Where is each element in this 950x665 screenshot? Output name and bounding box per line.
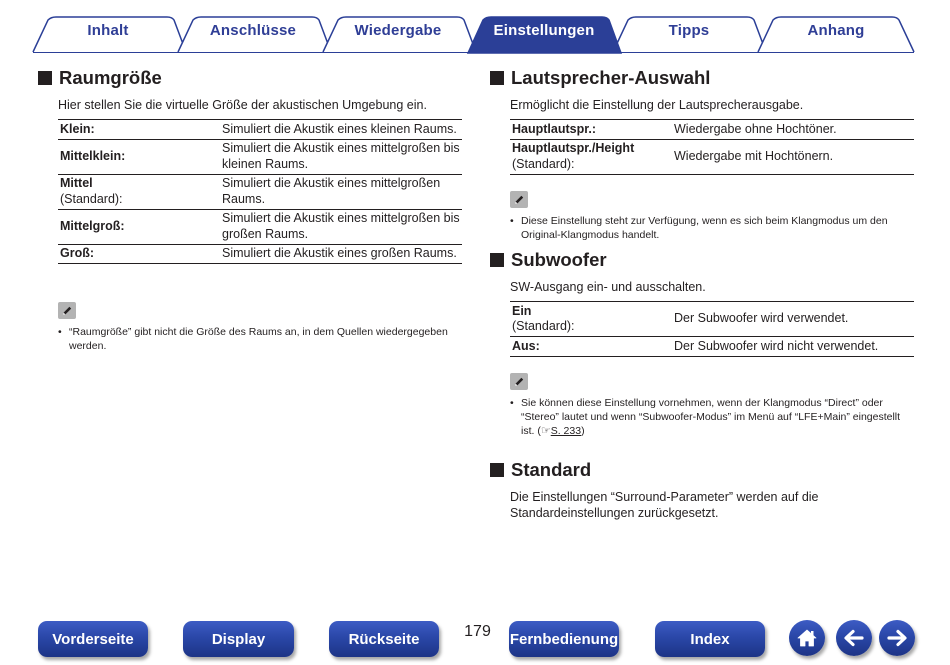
section-description: Die Einstellungen “Surround-Parameter” werden auf die Standardeinstellungen zurückgesetzt. [510,490,819,520]
row-key-main: Hauptlautspr./Height [512,141,635,155]
row-key: Hauptlautspr.: [510,120,672,140]
note-text: • Diese Einstellung steht zur Verfügung, wenn es sich beim Klangmodus um den Original-Klangmodus handelt. [510,214,915,242]
section-heading [490,249,915,271]
section-raumgroesse [38,67,463,264]
table-row [58,120,462,140]
section-title: Raumgröße [59,67,162,88]
table-row [58,174,462,209]
pencil-icon [510,191,528,208]
table-row [510,337,914,357]
nav-fernbedienung-button[interactable]: Fernbedienung [509,621,619,657]
row-key: Mittelklein: [58,139,220,174]
section-lautsprecher-auswahl [490,67,915,175]
section-heading [490,67,915,89]
note-text: • “Raumgröße” gibt nicht die Größe des Raums an, in dem Quellen wiedergegeben werden. [58,325,458,353]
table-row [58,244,462,264]
note-text: Sie können diese Einstellung vornehmen, wenn der Klangmodus “Direct” oder “Stereo” lautet und wenn “Subwoofer-Modus” im Menü auf “LFE+Main” eingestellt ist. [521,397,901,437]
note-subwoofer [510,373,915,438]
pencil-icon [58,302,76,319]
row-value: Simuliert die Akustik eines mittelgroßen bis kleinen Raums. [220,139,462,174]
nav-rueckseite-button[interactable]: Rückseite [329,621,439,657]
section-description: SW-Ausgang ein- und ausschalten. [510,280,706,294]
page-number: 179 [464,623,491,640]
row-key-main: Ein [512,303,532,318]
row-value: Simuliert die Akustik eines mittelgroßen Raums. [220,174,462,209]
row-value: Der Subwoofer wird verwendet. [672,302,914,337]
tab-anschluesse[interactable]: Anschlüsse [209,22,297,39]
nav-vorderseite-button[interactable]: Vorderseite [38,621,148,657]
row-value: Simuliert die Akustik eines großen Raums. [220,244,462,264]
settings-table-raumgroesse [58,119,462,264]
section-title: Lautsprecher-Auswahl [511,67,711,88]
row-value: Wiedergabe mit Hochtönern. [672,139,914,174]
heading-square-icon [490,71,504,85]
tab-einstellungen[interactable]: Einstellungen [493,22,595,39]
nav-index-button[interactable]: Index [655,621,765,657]
section-description: Hier stellen Sie die virtuelle Größe der akustischen Umgebung ein. [58,98,427,112]
note-lautsprecher [510,191,915,242]
row-value: Der Subwoofer wird nicht verwendet. [672,337,914,357]
page-ref-icon: ☞ [540,425,551,437]
row-key: Mittelgroß: [58,209,220,244]
heading-square-icon [38,71,52,85]
home-button[interactable] [789,620,825,656]
row-key-sub: (Standard): [60,191,123,206]
row-key-sub: (Standard): [512,156,575,171]
section-heading [490,459,915,481]
page-ref-link[interactable]: S. 233 [550,425,582,437]
table-row [510,139,914,174]
table-row [510,120,914,140]
nav-display-button[interactable]: Display [183,621,294,657]
home-icon [796,628,818,648]
note-raumgroesse [58,302,458,353]
tab-wiedergabe[interactable]: Wiedergabe [354,22,442,39]
table-row [510,302,914,337]
row-key [510,139,672,174]
section-title: Standard [511,459,592,480]
row-key: Klein: [58,120,220,140]
settings-table-subwoofer [510,301,914,357]
tab-tipps[interactable]: Tipps [668,22,710,39]
row-key: Groß: [58,244,220,264]
arrow-right-icon [885,628,909,648]
row-key [510,302,672,337]
pencil-icon [510,373,528,390]
arrow-left-icon [842,628,866,648]
heading-square-icon [490,253,504,267]
row-key [58,174,220,209]
settings-table-lautsprecher [510,119,914,175]
section-subwoofer [490,249,915,357]
table-row [58,139,462,174]
section-title: Subwoofer [511,249,607,270]
section-standard [490,459,915,521]
back-button[interactable] [836,620,872,656]
tab-anhang[interactable]: Anhang [807,22,865,39]
row-key-sub: (Standard): [512,319,575,333]
section-description: Ermöglicht die Einstellung der Lautsprecherausgabe. [510,98,804,112]
table-row [58,209,462,244]
row-value: Simuliert die Akustik eines kleinen Raums. [220,120,462,140]
heading-square-icon [490,463,504,477]
section-heading [38,67,463,89]
row-key-main: Mittel [60,176,93,190]
row-key: Aus: [510,337,672,357]
tab-inhalt[interactable]: Inhalt [87,22,129,39]
forward-button[interactable] [879,620,915,656]
tab-bar [0,0,950,56]
note-item: • Sie können diese Einstellung vornehmen, wenn der Klangmodus “Direct” oder “Stereo” lautet und wenn “Subwoofer-Modus” im Menü auf “LFE+Main” eingestellt ist. (☞S. 233) [510,396,915,438]
row-value: Simuliert die Akustik eines mittelgroßen bis großen Raums. [220,209,462,244]
row-value: Wiedergabe ohne Hochtöner. [672,120,914,140]
